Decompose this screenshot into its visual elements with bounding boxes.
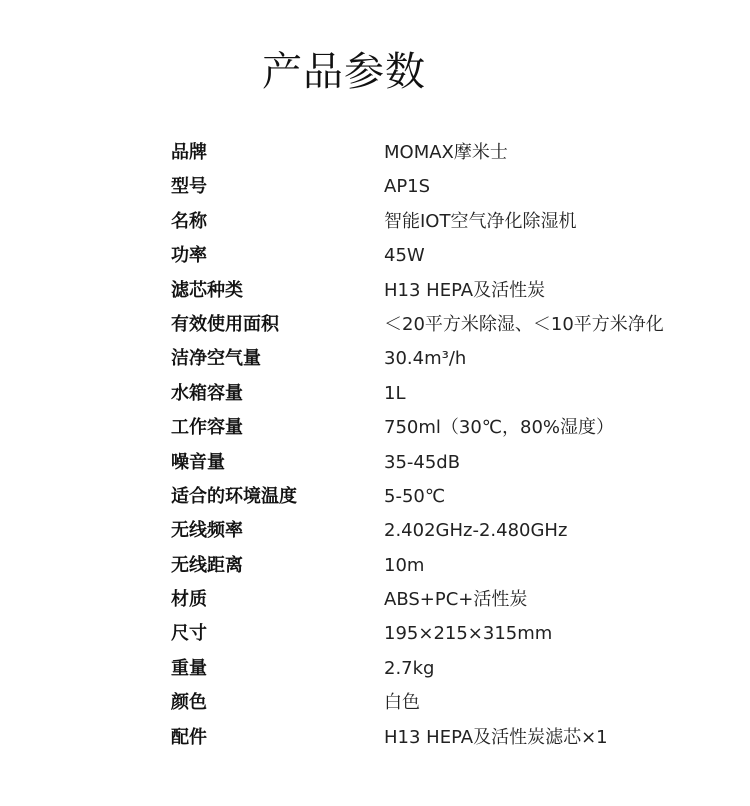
spec-row-tank-capacity [0, 377, 750, 411]
page-title: 产品参数 [262, 49, 426, 95]
spec-label: 有效使用面积 [171, 313, 279, 335]
spec-value: 2.7kg [384, 657, 435, 679]
spec-label: 名称 [171, 210, 207, 232]
spec-row-cadr [0, 342, 750, 376]
spec-label: 噪音量 [171, 451, 225, 473]
spec-value: 5-50℃ [384, 485, 446, 507]
spec-value: 10m [384, 554, 425, 576]
spec-row-wireless-frequency [0, 514, 750, 548]
spec-row-working-capacity [0, 411, 750, 445]
spec-row-weight [0, 652, 750, 686]
spec-value: 35-45dB [384, 451, 461, 473]
spec-value: ＜20平方米除湿、＜10平方米净化 [384, 313, 664, 335]
spec-row-power [0, 239, 750, 273]
spec-value: H13 HEPA及活性炭 [384, 279, 546, 301]
spec-value: 195×215×315mm [384, 623, 553, 645]
spec-row-brand [0, 136, 750, 170]
spec-row-color [0, 686, 750, 720]
spec-label: 型号 [171, 176, 207, 198]
spec-label: 洁净空气量 [171, 348, 261, 370]
spec-label: 功率 [171, 245, 207, 267]
spec-value: AP1S [384, 176, 431, 198]
spec-value: 智能IOT空气净化除湿机 [384, 210, 577, 232]
spec-row-model [0, 170, 750, 204]
spec-row-effective-area [0, 308, 750, 342]
spec-value: MOMAX摩米士 [384, 142, 508, 163]
spec-row-ambient-temp [0, 480, 750, 514]
spec-row-name [0, 205, 750, 239]
spec-label: 无线频率 [171, 520, 243, 542]
spec-label: 尺寸 [171, 623, 207, 645]
spec-value: 1L [384, 382, 406, 404]
spec-label: 颜色 [171, 692, 207, 714]
spec-label: 无线距离 [171, 554, 243, 576]
spec-label: 品牌 [171, 142, 207, 163]
spec-value: 30.4m³/h [384, 348, 467, 370]
spec-row-accessories [0, 721, 750, 755]
spec-label: 重量 [171, 657, 207, 679]
spec-value: 750ml（30℃，80%湿度） [384, 417, 615, 439]
spec-value: 45W [384, 245, 425, 267]
spec-value: 2.402GHz-2.480GHz [384, 520, 568, 542]
spec-label: 适合的环境温度 [171, 485, 297, 507]
spec-row-material [0, 583, 750, 617]
spec-label: 工作容量 [171, 417, 243, 439]
spec-row-wireless-range [0, 549, 750, 583]
spec-row-filter-type [0, 274, 750, 308]
spec-value: 白色 [384, 692, 420, 714]
spec-label: 水箱容量 [171, 382, 243, 404]
spec-label: 配件 [171, 726, 207, 748]
spec-value: ABS+PC+活性炭 [384, 589, 528, 611]
spec-row-dimensions [0, 617, 750, 651]
spec-row-noise [0, 446, 750, 480]
spec-label: 滤芯种类 [171, 279, 243, 301]
spec-label: 材质 [171, 589, 207, 611]
spec-list [0, 136, 750, 755]
spec-value: H13 HEPA及活性炭滤芯×1 [384, 726, 608, 748]
